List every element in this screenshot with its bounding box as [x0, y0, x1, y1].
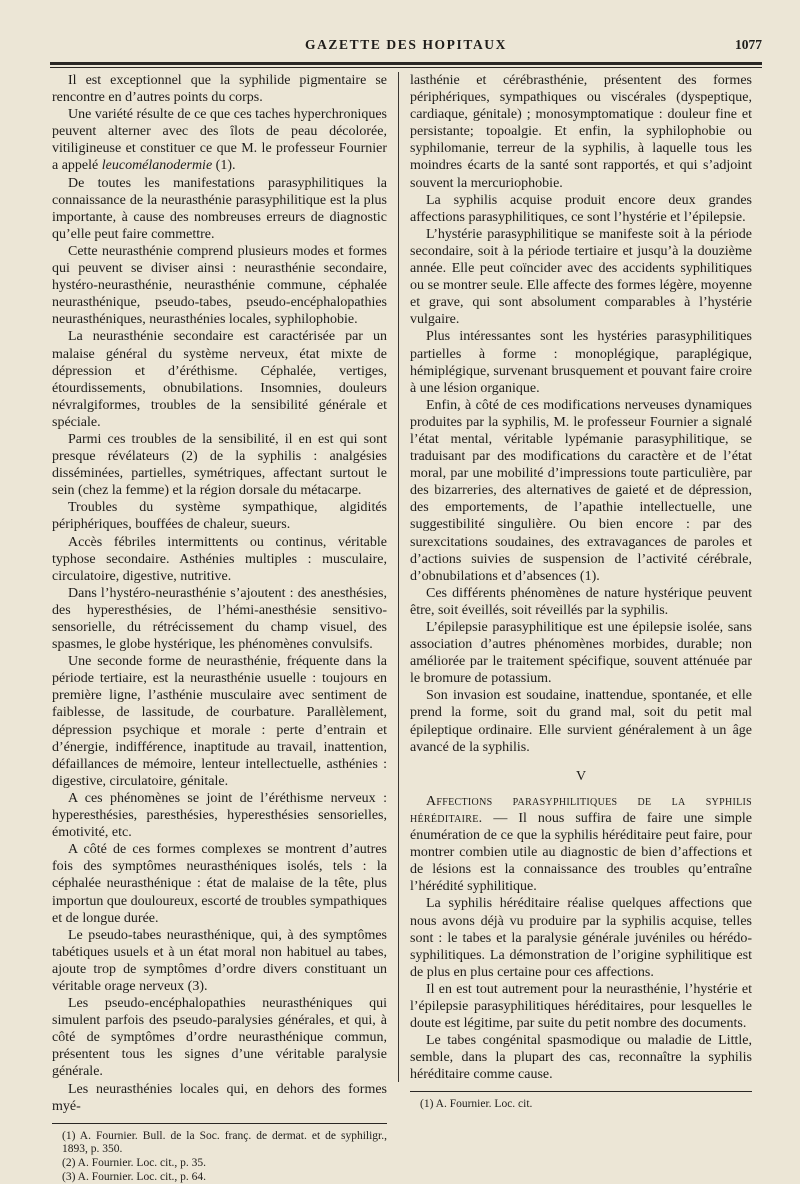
paragraph: La syphilis acquise produit encore deux grandes affections parasyphilitiques, ce sont l’hystérie et l’épilepsie.	[410, 192, 752, 226]
paragraph: A côté de ces formes complexes se montrent d’autres fois des symptômes neurasthéniques isolés, tels : la céphalée neurasthénique : état de malaise de la tête, plus importun que douloureux, escorté de troubles sympathiques et de longue durée.	[52, 841, 387, 926]
paragraph: Accès fébriles intermittents ou continus, véritable typhose secondaire. Asthénies multiples : musculaire, circulatoire, digestive, nutritive.	[52, 534, 387, 585]
paragraph: Il en est tout autrement pour la neurasthénie, l’hystérie et l’épilepsie parasyphilitiques héréditaires, pour lesquelles le doute est légitime, par suite du petit nombre des documents.	[410, 981, 752, 1032]
footnote-rule	[52, 1123, 387, 1124]
header-rule-thin	[50, 67, 762, 68]
left-column	[52, 72, 387, 1184]
paragraph-text: Une variété résulte de ce que ces taches hyperchroniques peuvent alterner avec des îlots de peau décolorée, vitiligineuse et constituer ce que M. le professeur Fournier a appelé	[52, 107, 387, 173]
paragraph: Son invasion est soudaine, inattendue, spontanée, et elle prend la forme, soit du grand mal, soit du petit mal épileptique ordinaire. Elle survient généralement à un âge avancé de la syphilis.	[410, 687, 752, 755]
paragraph: Ces différents phénomènes de nature hystérique peuvent être, soit éveillés, soit réveillés par la syphilis.	[410, 585, 752, 619]
column-divider	[398, 72, 399, 1082]
paragraph: Une seconde forme de neurasthénie, fréquente dans la période tertiaire, est la neurasthénie usuelle : toujours en première ligne, l’asthénie musculaire avec sentiment de faiblesse, de lassitude, de courbature. Parallèlement, dépression psychique et morale : perte d’entrain et d’énergie, indifférence, inaptitude au travail, inattention, défaillances de mémoire, lenteur intellectuelle, asthénies : digestive, circulatoire, génitale.	[52, 653, 387, 790]
footnote: (3) A. Fournier. Loc. cit., p. 64.	[52, 1171, 387, 1184]
paragraph: L’hystérie parasyphilitique se manifeste soit à la période secondaire, soit à la période tertiaire et jusqu’à la douzième année. Elle peut coïncider avec des accidents syphilitiques ou se montrer seule. Elle affecte des formes légère, moyenne et grave, qui sont absolument comparables à l’hystérie vulgaire.	[410, 226, 752, 329]
paragraph: De toutes les manifestations parasyphilitiques la connaissance de la neurasthénie parasyphilitique est la plus importante, à cause des nombreuses erreurs de diagnostic qu’elle peut faire commettre.	[52, 175, 387, 243]
paragraph: A ces phénomènes se joint de l’éréthisme nerveux : hyperesthésies, paresthésies, hyperesthésies sensorielles, émotivité, etc.	[52, 790, 387, 841]
paragraph: Dans l’hystéro-neurasthénie s’ajoutent : des anesthésies, des hyperesthésies, de l’hémi-anesthésie sensitivo-sensorielle, du rétrécissement du champ visuel, des spasmes, le globe hystérique, les phénomènes convulsifs.	[52, 585, 387, 653]
paragraph: Il est exceptionnel que la syphilide pigmentaire se rencontre en d’autres points du corps.	[52, 72, 387, 106]
section-intro: — Il nous suffira de faire une simple énumération de ce que la syphilis héréditaire peut faire, pour montrer combien utile au diagnostic de bien d’affections et de lésions est la connaissance des troubles qu’entraîne l’hérédité syphilitique.	[410, 811, 752, 894]
footnote: (1) A. Fournier. Loc. cit.	[410, 1098, 752, 1112]
paragraph: lasthénie et cérébrasthénie, présentent des formes périphériques, sympathiques ou viscérales (dyspeptique, cardiaque, génitale) ; monosymptomatique : douleur fine et persistante; topoalgie. Et enfin, la syphilophobie ou syphilomanie, terreur de la syphilis, à laquelle tous les moindres écarts de la santé sont rapportés, et qui s’adjoint souvent la mercuriophobie.	[410, 72, 752, 192]
paragraph: Enfin, à côté de ces modifications nerveuses dynamiques produites par la syphilis, M. le professeur Fournier a signalé l’état mental, véritable lypémanie parasyphilitique, se traduisant par des modifications du caractère et de l’état moral, par une mobilité d’impressions toute particulière, par des bizarreries, des alternatives de gaieté et de dépression, des emportements, de l’apathie intellectuelle, une suggestibilité singulière. Ou bien encore : par des surexcitations soudaines, des extravagances de paroles et d’actions suivies de suspension de l’activité cérébrale, d’obnubilations et d’absences (1).	[410, 397, 752, 585]
paragraph: Troubles du système sympathique, algidités périphériques, bouffées de chaleur, sueurs.	[52, 499, 387, 533]
paragraph: La syphilis héréditaire réalise quelques affections que nous avons déjà vu produire par la syphilis acquise, telles sont : le tabes et la paralysie générale juvéniles ou hérédo-syphilitiques. La démonstration de l’origine syphilitique est de plus en plus certaine pour ces affections.	[410, 895, 752, 980]
paragraph: Plus intéressantes sont les hystéries parasyphilitiques partielles à forme : monoplégique, paraplégique, hémiplégique, survenant brusquement et pouvant faire croire à une lésion organique.	[410, 328, 752, 396]
footnote: (2) A. Fournier. Loc. cit., p. 35.	[52, 1157, 387, 1171]
paragraph: Le pseudo-tabes neurasthénique, qui, à des symptômes tabétiques usuels et à un état moral non habituel au tabes, ajoute trop de symptômes d’ordre divers constituant un véritable orage nerveux (3).	[52, 927, 387, 995]
footnote-rule	[410, 1091, 752, 1092]
section-heading-paragraph	[410, 793, 752, 896]
paragraph: Les pseudo-encéphalopathies neurasthéniques qui simulent parfois des pseudo-paralysies générales, et qui, à côté de symptômes d’ordre neurasthénique commun, présentent tous les signes d’une véritable paralysie générale.	[52, 995, 387, 1080]
paragraph	[52, 106, 387, 174]
section-number: V	[410, 768, 752, 785]
paragraph: Cette neurasthénie comprend plusieurs modes et formes qui peuvent se diviser ainsi : neurasthénie secondaire, hystéro-neurasthénie, neurasthénie commune, céphalée neurasthénique, pseudo-tabes, pseudo-encéphalopathies neurasthéniques, neurasthénies locales, syphilophobie.	[52, 243, 387, 328]
page-header	[50, 34, 762, 56]
footnote-ref: (1).	[212, 158, 235, 173]
section-title: Affections parasyphilitiques de la syphilis héréditaire.	[410, 794, 752, 826]
header-rule-thick	[50, 62, 762, 65]
footnote: (1) A. Fournier. Bull. de la Soc. franç. de dermat. et de syphiligr., 1893, p. 350.	[52, 1130, 387, 1157]
right-column	[410, 72, 752, 1112]
paragraph: L’épilepsie parasyphilitique est une épilepsie isolée, sans association d’autres phénomènes morbides, durable; non améliorée par le traitement spécifique, souvent atténuée par le bromure de potassium.	[410, 619, 752, 687]
paragraph: La neurasthénie secondaire est caractérisée par un malaise général du système nerveux, état mixte de dépression et d’éréthisme. Céphalée, vertiges, étourdissements, obnubilations. Insomnies, douleurs névralgiformes, troubles de la sensibilité générale et spéciale.	[52, 328, 387, 431]
italic-term: leucomélanodermie	[102, 158, 212, 173]
paragraph: Le tabes congénital spasmodique ou maladie de Little, semble, dans la plupart des cas, reconnaître la syphilis héréditaire comme cause.	[410, 1032, 752, 1083]
paragraph: Parmi ces troubles de la sensibilité, il en est qui sont presque révélateurs (2) de la syphilis : analgésies disséminées, partielles, symétriques, affectant surtout le sein (chez la femme) et la région dorsale du métacarpe.	[52, 431, 387, 499]
journal-title: GAZETTE DES HOPITAUX	[50, 37, 762, 53]
page-number: 1077	[735, 37, 762, 53]
paragraph: Les neurasthénies locales qui, en dehors des formes myé-	[52, 1081, 387, 1115]
